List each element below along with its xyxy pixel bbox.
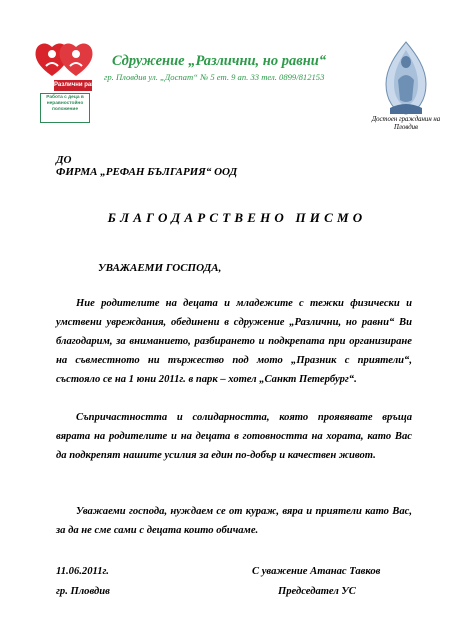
letter-date: 11.06.2011г. (56, 566, 109, 577)
organization-logo (34, 40, 103, 124)
paragraph-2: Съпричастността и солидарността, която проявявате връща вярата на родителите и на децата в готовността на хората, като Вас да подкрепят нашите усилия за един по-добър и качествен живот. (56, 412, 412, 461)
organization-address: гр. Пловдив ул. „Доспат“ № 5 ет. 9 ап. 33 тел. 0899/812153 (104, 72, 325, 82)
letter-title: БЛАГОДАРСТВЕНО ПИСМО (107, 210, 367, 225)
logo-tagline-box (40, 93, 90, 123)
signature-name: С уважение Атанас Тавков (252, 566, 381, 577)
greeting: УВАЖАЕМИ ГОСПОДА, (98, 262, 222, 274)
signature-title: Председател УС (278, 586, 356, 597)
logo-label-box (54, 80, 103, 91)
emblem-caption: Достоен гражданин на Пловдив (371, 116, 441, 131)
logo-label: Различни равни (54, 82, 103, 88)
letter-city: гр. Пловдив (56, 586, 110, 597)
paragraph-3: Уважаеми господа, нуждаем се от кураж, вяра и приятели като Вас, за да не сме сами с децата които обичаме. (56, 506, 412, 536)
recipient-name: ФИРМА „РЕФАН БЪЛГАРИЯ“ ООД (56, 166, 238, 178)
citizen-emblem-icon (382, 40, 430, 116)
addressee-prefix: ДО (56, 154, 72, 166)
logo-tagline: Работа с деца в неравностойно положение (46, 95, 84, 112)
paragraph-1: Ние родителите на децата и младежите с тежки физически и умствени увреждания, обединени в сдружение „Различни, но равни“ Ви благодарим, за вниманието, разбирането и подкрепата при организиране на съвместното ни тържество под мото „Празник с приятели“, състояло се на 1 юни 2011г. в парк – хотел „Санкт Петербург“. (56, 298, 412, 385)
organization-name: Сдружение „Различни, но равни“ (112, 53, 327, 69)
hearts-icon (34, 40, 96, 78)
